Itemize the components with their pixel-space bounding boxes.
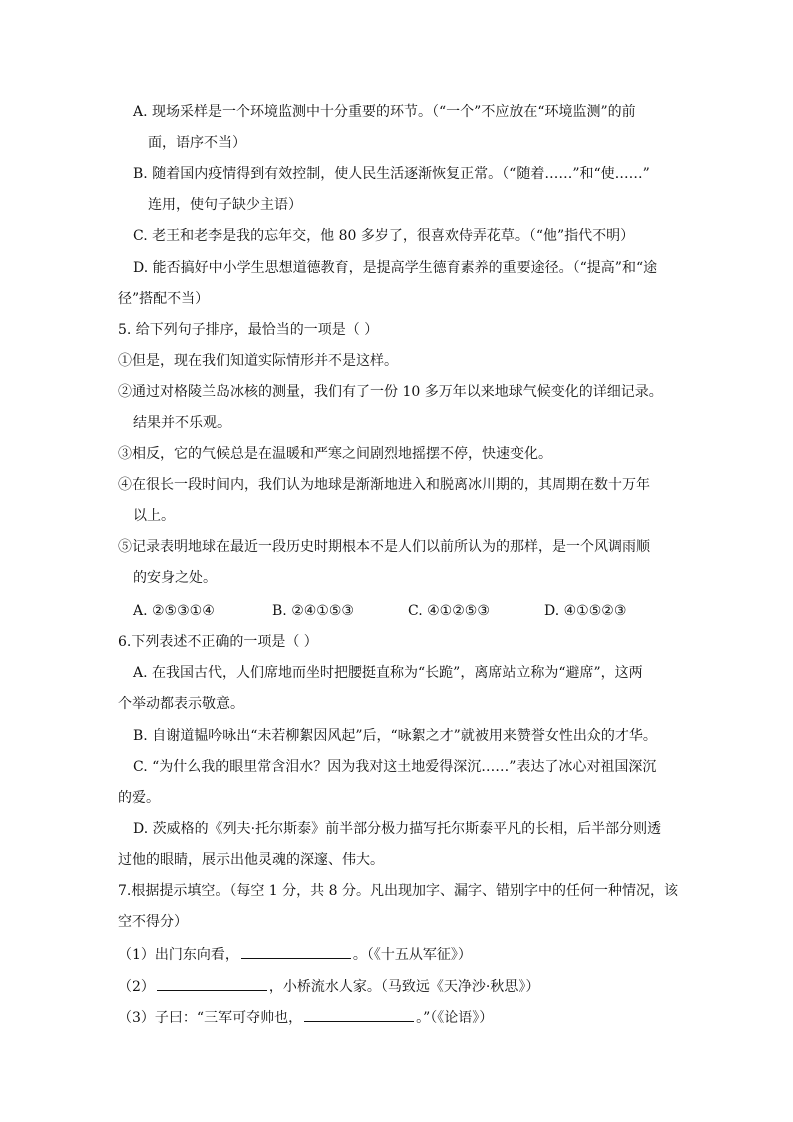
q6-stem: 6.下列表述不正确的一项是（ ）: [118, 634, 318, 650]
q6-option-a-line2: 个举动都表示敬意。: [118, 696, 244, 712]
q6-option-a-line1: A. 在我国古代，人们席地而坐时把腰挺直称为“长跪”，离席站立称为“避席”，这两: [133, 665, 643, 681]
q5-option-c: C. ④①②⑤③: [408, 603, 490, 619]
q5-sentence-4-line2: 以上。: [133, 508, 175, 524]
q4-option-b-line2: 连用，使句子缺少主语）: [148, 197, 302, 213]
q7-item-2-prefix: （2）: [118, 979, 155, 995]
q6-option-d-line2: 过他的眼睛，展示出他灵魂的深邃、伟大。: [118, 852, 384, 868]
q5-sentence-2-line1: ②通过对格陵兰岛冰核的测量，我们有了一份 10 多万年以来地球气候变化的详细记录。: [118, 384, 663, 400]
q7-item-1-suffix: 。（《十五从军征》）: [352, 947, 472, 963]
q5-sentence-4-line1: ④在很长一段时间内，我们认为地球是渐渐地进入和脱离冰川期的，其周期在数十万年: [118, 477, 650, 493]
q7-item-2-suffix: ，小桥流水人家。（马致远《天净沙·秋思》）: [268, 979, 540, 995]
q4-option-d-line2: 径”搭配不当）: [118, 291, 210, 307]
q7-item-3-suffix: 。”（《论语》）: [416, 1010, 494, 1026]
q5-option-d: D. ④①⑤②③: [544, 603, 627, 619]
q7-item-2-blank[interactable]: [157, 975, 267, 991]
q5-sentence-5-line1: ⑤记录表明地球在最近一段历史时期根本不是人们以前所认为的那样，是一个风调雨顺: [118, 539, 650, 555]
q4-option-d-line1: D. 能否搞好中小学生思想道德教育，是提高学生德育素养的重要途径。（“提高”和“途: [133, 260, 658, 276]
q5-option-b: B. ②④①⑤③: [272, 603, 354, 619]
q4-option-c: C. 老王和老李是我的忘年交，他 80 多岁了，很喜欢侍弄花草。（“他”指代不明）: [133, 228, 635, 244]
q4-option-b-line1: B. 随着国内疫情得到有效控制，使人民生活逐渐恢复正常。（“随着……”和“使……”: [133, 166, 650, 182]
q4-option-a-line1: A. 现场采样是一个环境监测中十分重要的环节。（“一个”不应放在“环境监测”的前: [133, 104, 636, 120]
q7-item-1: [118, 943, 472, 965]
q7-stem-line2: 空不得分）: [118, 914, 188, 930]
q5-stem: 5. 给下列句子排序，最恰当的一项是（ ）: [118, 322, 379, 338]
q6-option-c-line2: 的爱。: [118, 790, 160, 806]
q6-option-b: B. 自谢道韫吟咏出“未若柳絮因风起”后，“咏絮之才”就被用来赞誉女性出众的才华。: [133, 728, 657, 744]
q7-item-3-prefix: （3）子曰：“三军可夺帅也，: [118, 1010, 303, 1026]
q7-item-3: [118, 1006, 493, 1028]
q7-item-2: [118, 975, 539, 997]
q4-option-a-line2: 面，语序不当）: [148, 135, 246, 151]
q6-option-c-line1: C. “为什么我的眼里常含泪水？因为我对这土地爱得深沉……”表达了冰心对祖国深沉: [133, 759, 657, 775]
q7-stem-line1: 7.根据提示填空。（每空 1 分，共 8 分。凡出现加字、漏字、错别字中的任何一种情况，该: [118, 883, 678, 899]
q5-sentence-2-line2: 结果并不乐观。: [133, 415, 231, 431]
q7-item-1-prefix: （1）出门东向看，: [118, 947, 239, 963]
q6-option-d-line1: D. 茨威格的《列夫·托尔斯泰》前半部分极力描写托尔斯泰平凡的长相，后半部分则透: [133, 821, 662, 837]
q5-option-a: A. ②⑤③①④: [133, 603, 215, 619]
q7-item-1-blank[interactable]: [241, 943, 351, 959]
q5-sentence-5-line2: 的安身之处。: [133, 570, 217, 586]
q5-sentence-3: ③相反，它的气候总是在温暖和严寒之间剧烈地摇摆不停，快速变化。: [118, 446, 552, 462]
q7-item-3-blank[interactable]: [304, 1006, 414, 1022]
q5-sentence-1: ①但是，现在我们知道实际情形并不是这样。: [118, 353, 398, 369]
